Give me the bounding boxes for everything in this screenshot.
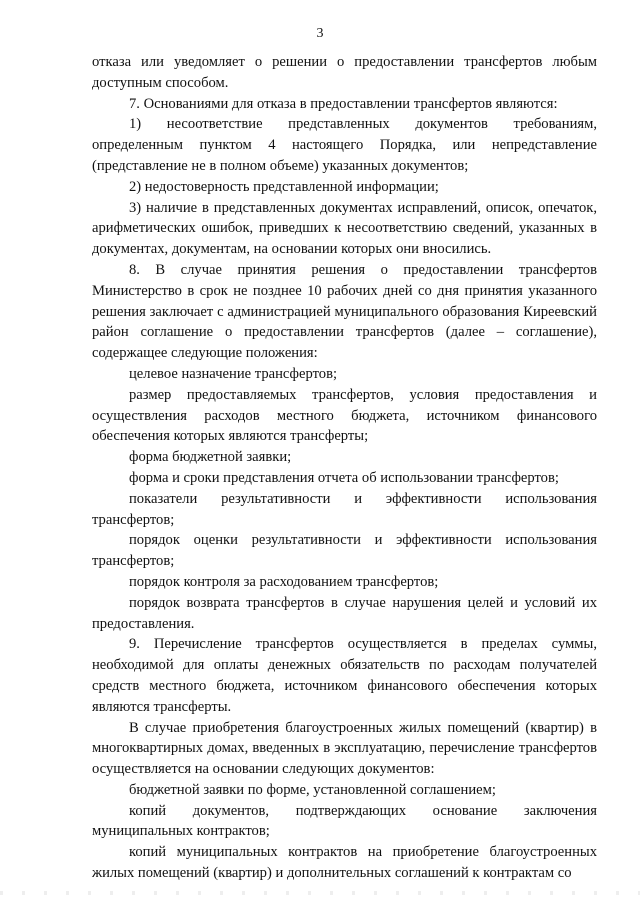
paragraph: форма и сроки представления отчета об использовании трансфертов; bbox=[129, 469, 559, 486]
paragraph: копий муниципальных контрактов на приобретение благоустроенных жилых помещений (квартир) и дополнительных соглашений к контрактам со bbox=[92, 844, 597, 882]
paragraph: размер предоставляемых трансфертов, условия предоставления и осуществления расходов местного бюджета, источником финансового обеспечения которых являются трансферты; bbox=[92, 386, 597, 445]
page-number: 3 bbox=[316, 26, 324, 41]
paragraph: 1) несоответствие представленных документов требованиям, определенным пунктом 4 настоящего Порядка, или непредставление (представление не в полном объеме) указанных документов; bbox=[92, 116, 597, 174]
paragraph: 3) наличие в представленных документах исправлений, описок, опечаток, арифметических ошибок, приведших к несоответствию сведений, указанных в документах, документам, на основании которых они вносились. bbox=[92, 199, 597, 258]
paragraph: порядок контроля за расходованием трансфертов; bbox=[129, 573, 439, 590]
document-body bbox=[92, 52, 597, 884]
paragraph: целевое назначение трансфертов; bbox=[129, 365, 338, 382]
paragraph: В случае приобретения благоустроенных жилых помещений (квартир) в многоквартирных домах, введенных в эксплуатацию, перечисление трансфертов осуществляется на основании следующих документов: bbox=[92, 719, 597, 778]
paragraph: копий документов, подтверждающих основание заключения муниципальных контрактов; bbox=[92, 802, 597, 840]
paragraph: порядок возврата трансфертов в случае нарушения целей и условий их предоставления. bbox=[92, 594, 597, 632]
paragraph: 8. В случае принятия решения о предоставлении трансфертов Министерство в срок не позднее 10 рабочих дней со дня принятия указанного решения заключает с администрацией муниципального образования Киреевский район соглашение о предоставлении трансфертов (далее – соглашение), содержащее следующие положения: bbox=[92, 261, 597, 362]
paragraph: показатели результативности и эффективности использования трансфертов; bbox=[92, 490, 597, 528]
paragraph: 9. Перечисление трансфертов осуществляется в пределах суммы, необходимой для оплаты денежных обязательств по расходам получателей средств местного бюджета, источником финансового обеспечения которых являются трансферты. bbox=[92, 636, 597, 715]
paragraph: бюджетной заявки по форме, установленной соглашением; bbox=[129, 781, 496, 798]
paragraph: 7. Основаниями для отказа в предоставлении трансфертов являются: bbox=[129, 95, 558, 112]
paragraph: отказа или уведомляет о решении о предоставлении трансфертов любым доступным способом. bbox=[92, 54, 597, 91]
scan-artifact-line bbox=[0, 891, 640, 895]
paragraph: форма бюджетной заявки; bbox=[129, 449, 292, 466]
paragraph: 2) недостоверность представленной информации; bbox=[129, 178, 439, 195]
paragraph: порядок оценки результативности и эффективности использования трансфертов; bbox=[92, 532, 597, 570]
